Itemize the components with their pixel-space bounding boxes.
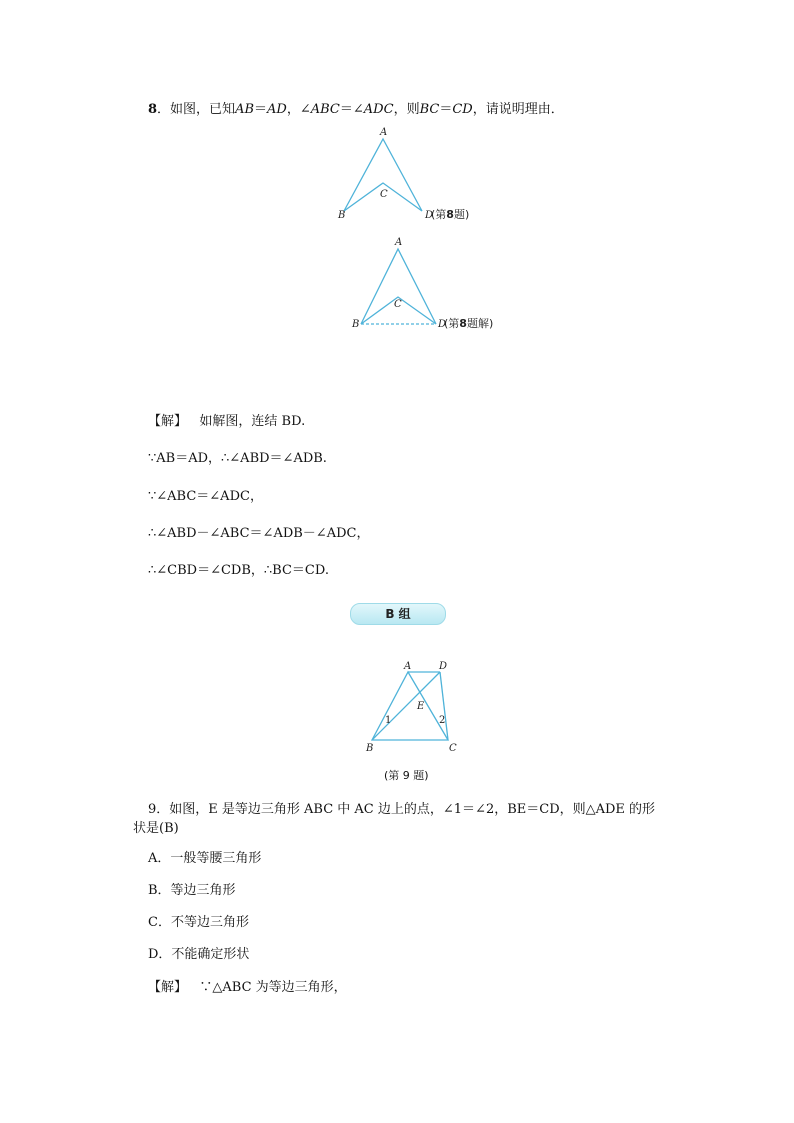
q8-text: ，∠ xyxy=(286,102,311,117)
q8-text: ＝ xyxy=(439,102,453,117)
q8-fig-label-d: D xyxy=(425,210,434,221)
q9-option-a: A．一般等腰三角形 xyxy=(148,851,262,866)
q8-figure xyxy=(330,125,510,225)
q8-fig-label-b: B xyxy=(338,210,346,221)
q8-var: AB xyxy=(235,102,255,117)
sol8-text-1: 如解图，连结 BD. xyxy=(199,414,306,429)
q8-text: ．如图，已知 xyxy=(157,102,236,117)
q8-sol-fig-label-d: D xyxy=(438,319,447,330)
q8-sol-fig-label-a: A xyxy=(395,237,403,248)
sol8-line-3: ∵∠ABC＝∠ADC， xyxy=(148,489,263,504)
section-b-badge: B 组 xyxy=(350,603,446,625)
q8-fig-caption: (第8题) xyxy=(431,208,470,221)
q8-text: ，则 xyxy=(393,102,420,117)
sol9-line-1 xyxy=(148,976,347,995)
q9-fig-triangle-abc xyxy=(372,672,448,740)
q9-statement-line-1: 9．如图，E 是等边三角形 ABC 中 AC 边上的点，∠1＝∠2，BE＝CD，则△ADE 的形 xyxy=(148,802,656,817)
sol8-tag: 【解】 xyxy=(148,414,188,429)
q9-option-b: B．等边三角形 xyxy=(148,883,236,898)
q8-var: AD xyxy=(267,102,287,117)
q8-solution-figure xyxy=(345,235,545,335)
q8-fig-outer-lines xyxy=(344,139,422,211)
q8-sol-fig-caption: (第8题解) xyxy=(444,317,494,330)
q8-sol-fig-label-b: B xyxy=(352,319,360,330)
q9-fig-label-c: C xyxy=(449,743,457,754)
q8-var: CD xyxy=(452,102,473,117)
q9-fig-label-e: E xyxy=(417,701,425,712)
q9-fig-label-d: D xyxy=(439,661,448,672)
q8-var: ADC xyxy=(363,102,394,117)
q8-number: 8 xyxy=(148,102,158,117)
q8-var: ABC xyxy=(310,102,340,117)
q8-sol-fig-label-c: C xyxy=(394,299,402,310)
q9-fig-label-b: B xyxy=(366,743,374,754)
q9-option-d: D．不能确定形状 xyxy=(148,947,250,962)
q9-fig-label-a: A xyxy=(404,661,412,672)
q9-fig-angle-2: 2 xyxy=(439,715,446,726)
q8-text: ＝ xyxy=(254,102,268,117)
sol8-line-2: ∵AB＝AD，∴∠ABD＝∠ADB. xyxy=(148,451,327,466)
q9-figure xyxy=(360,655,500,760)
sol9-tag: 【解】 xyxy=(148,980,188,995)
q8-text: ＝∠ xyxy=(339,102,364,117)
q8-statement xyxy=(148,98,564,117)
q9-option-c: C．不等边三角形 xyxy=(148,915,249,930)
q8-var: BC xyxy=(419,102,440,117)
q8-fig-label-c: C xyxy=(380,189,388,200)
q8-fig-label-a: A xyxy=(380,127,388,138)
q8-sol-fig-outer-lines xyxy=(361,249,436,324)
q9-statement-line-2: 状是(B) xyxy=(133,821,179,836)
q9-fig-segment-dc xyxy=(440,672,448,740)
q9-fig-angle-1: 1 xyxy=(385,715,392,726)
sol8-line-1 xyxy=(148,410,305,429)
sol8-line-4: ∴∠ABD－∠ABC＝∠ADB－∠ADC， xyxy=(148,526,370,541)
q9-fig-segment-bd xyxy=(372,672,440,740)
sol9-text-1: ∵△ABC 为等边三角形， xyxy=(199,980,347,995)
q9-fig-caption: (第 9 题) xyxy=(384,769,429,782)
sol8-line-5: ∴∠CBD＝∠CDB，∴BC＝CD. xyxy=(148,563,329,578)
q8-text: ，请说明理由． xyxy=(472,102,564,117)
